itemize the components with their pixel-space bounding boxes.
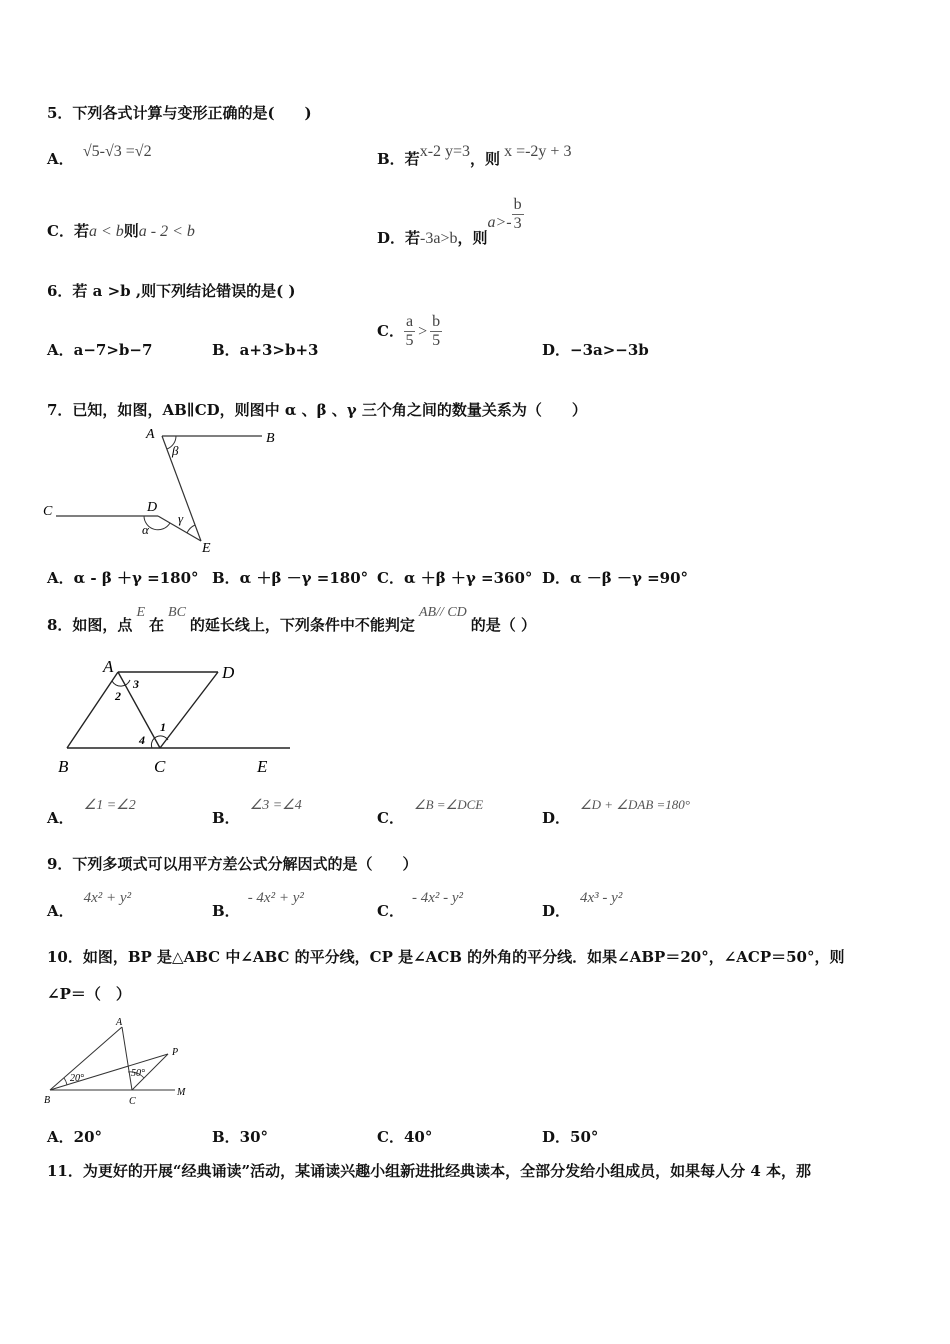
q5-option-d-numerator: b bbox=[513, 196, 522, 213]
q5-option-a-math: √5-√3 =√2 bbox=[82, 143, 152, 160]
q7-figure bbox=[40, 424, 290, 556]
q5-option-b-math2: x =-2y + 3 bbox=[504, 143, 572, 160]
q8-label-2: 2 bbox=[115, 689, 121, 703]
q8-line-cd bbox=[160, 672, 218, 748]
q7-label-gamma: γ bbox=[178, 511, 184, 526]
q8-line-ab bbox=[67, 672, 118, 748]
q9-stem-text: 9．下列多项式可以用平方差公式分解因式的是（ ） bbox=[47, 855, 418, 873]
q8-math-abcd: AB// CD bbox=[418, 605, 467, 620]
q7-stem bbox=[47, 399, 587, 420]
q7-label-b: B bbox=[266, 431, 275, 446]
q10-line-ba bbox=[50, 1027, 122, 1090]
q6-option-d[interactable]: D．−3a>−3b bbox=[542, 341, 649, 359]
q9-option-a-math: 4x² + y² bbox=[83, 890, 132, 906]
q5-option-d-math1: -3a>b bbox=[420, 229, 458, 247]
q8-stem-c: 的延长线上，下列条件中不能判定 bbox=[189, 616, 415, 634]
q5-option-d-math2: a>- bbox=[487, 213, 512, 231]
q10-label-b: B bbox=[44, 1095, 51, 1106]
q11-stem: 11．为更好的开展“经典诵读”活动，某诵读兴趣小组新进批经典读本，全部分发给小组成员，如果每人分 4 本，那 bbox=[47, 1162, 812, 1180]
q5-option-b[interactable] bbox=[377, 140, 572, 168]
q8-label-d: D bbox=[222, 663, 235, 682]
q7-stem-text: 7．已知，如图，AB∥CD，则图中 α 、β 、γ 三个角之间的数量关系为（ ） bbox=[47, 401, 587, 419]
q8-option-a-label: A． bbox=[47, 809, 74, 827]
q10-stem-line2: ∠P＝（ ） bbox=[47, 985, 131, 1003]
q7-label-c: C bbox=[43, 504, 53, 519]
q9-option-d-label: D． bbox=[542, 902, 571, 920]
q5-option-c-label: C．若 bbox=[47, 222, 89, 240]
q9-option-c-math: - 4x² - y² bbox=[411, 890, 464, 906]
q5-option-d-denominator: 3 bbox=[513, 215, 522, 232]
q9-option-d-math: 4x³ - y² bbox=[580, 890, 623, 906]
q6-option-c-den1: 5 bbox=[405, 332, 414, 349]
q7-label-alpha: α bbox=[142, 522, 149, 537]
q7-label-a: A bbox=[146, 427, 155, 442]
q6-option-c-fraction-b bbox=[430, 313, 442, 350]
q5-option-b-mid: ，则 bbox=[470, 150, 501, 168]
q8-label-1: 1 bbox=[160, 720, 166, 734]
q8-stem-a: 8．如图，点 bbox=[47, 616, 133, 634]
q8-label-e: E bbox=[257, 757, 268, 776]
q9-option-b-math: - 4x² + y² bbox=[247, 890, 304, 906]
q5-option-c-mid: 则 bbox=[123, 222, 139, 240]
q8-option-c-math: ∠B =∠DCE bbox=[413, 797, 484, 812]
q8-option-d-label: D． bbox=[542, 809, 571, 827]
q8-label-c: C bbox=[154, 757, 166, 776]
q9-option-b-label: B． bbox=[212, 902, 240, 920]
q6-option-c-num2: b bbox=[432, 313, 441, 330]
q5-stem bbox=[47, 102, 312, 123]
q7-option-d[interactable]: D．α －β －γ =90° bbox=[542, 569, 689, 587]
q9-option-a-label: A． bbox=[47, 902, 74, 920]
q10-label-20deg: 20° bbox=[70, 1073, 84, 1084]
q5-option-b-label: B．若 bbox=[377, 150, 420, 168]
q8-option-b-label: B． bbox=[212, 809, 240, 827]
q5-option-d-label: D．若 bbox=[377, 228, 421, 247]
q9-option-b[interactable] bbox=[212, 886, 304, 920]
q7-option-c[interactable]: C．α ＋β ＋γ =360° bbox=[377, 569, 533, 587]
q10-label-c: C bbox=[129, 1096, 136, 1107]
q8-label-4: 4 bbox=[139, 733, 145, 747]
q5-option-d[interactable] bbox=[377, 196, 524, 247]
q10-line-ac bbox=[122, 1027, 132, 1090]
q8-math-e: E bbox=[136, 605, 146, 620]
q9-option-c-label: C． bbox=[377, 902, 404, 920]
q9-option-a[interactable] bbox=[47, 886, 132, 920]
q7-label-e: E bbox=[202, 541, 211, 556]
q10-option-b[interactable]: B．30° bbox=[212, 1128, 269, 1146]
q10-label-50deg: 50° bbox=[131, 1068, 145, 1079]
q6-option-c-op: > bbox=[418, 322, 428, 340]
q6-option-c-den2: 5 bbox=[432, 332, 441, 349]
q10-option-c[interactable]: C．40° bbox=[377, 1128, 433, 1146]
q10-option-a[interactable]: A．20° bbox=[47, 1128, 103, 1146]
q5-option-b-math1: x-2 y=3 bbox=[419, 143, 471, 160]
q5-option-c-math1: a < b bbox=[88, 223, 124, 240]
q9-option-d[interactable] bbox=[542, 886, 623, 920]
q8-math-bc: BC bbox=[168, 605, 186, 620]
q6-option-a[interactable]: A．a−7>b−7 bbox=[47, 341, 153, 359]
q5-option-c-math2: a - 2 < b bbox=[138, 223, 195, 240]
q8-option-d[interactable] bbox=[542, 793, 690, 827]
q10-label-m: M bbox=[177, 1087, 186, 1098]
q8-label-a: A bbox=[103, 657, 114, 676]
q7-label-d: D bbox=[147, 500, 158, 515]
q5-stem-text: 5．下列各式计算与变形正确的是( ) bbox=[47, 104, 312, 122]
q8-arc-a bbox=[112, 680, 130, 686]
q8-stem-d: 的是（ ） bbox=[470, 616, 537, 634]
q6-option-c-label: C． bbox=[377, 321, 404, 340]
q9-stem bbox=[47, 853, 417, 874]
q10-stem-line1: 10．如图，BP 是△ABC 中∠ABC 的平分线，CP 是∠ACB 的外角的平分线．如果∠ABP＝20°，∠ACP＝50°，则 bbox=[47, 948, 845, 966]
q10-figure bbox=[40, 1014, 200, 1108]
q8-option-c[interactable] bbox=[377, 793, 484, 827]
q6-option-c[interactable] bbox=[377, 313, 442, 350]
q5-option-a-label: A． bbox=[47, 150, 74, 168]
q6-option-b[interactable]: B．a+3>b+3 bbox=[212, 341, 319, 359]
q7-label-beta: β bbox=[172, 443, 179, 458]
q10-option-d[interactable]: D．50° bbox=[542, 1128, 599, 1146]
q5-option-c[interactable] bbox=[47, 220, 195, 241]
q5-option-d-mid: ，则 bbox=[457, 228, 488, 247]
q6-option-c-fraction-a bbox=[404, 313, 415, 350]
q8-figure bbox=[50, 656, 300, 780]
q6-stem bbox=[47, 280, 296, 301]
q8-label-b: B bbox=[58, 757, 69, 776]
q5-option-d-fraction bbox=[512, 196, 524, 233]
q8-option-a-math: ∠1 =∠2 bbox=[83, 798, 136, 813]
q6-option-c-num1: a bbox=[405, 313, 414, 330]
q8-option-c-label: C． bbox=[377, 809, 404, 827]
q5-option-a[interactable] bbox=[47, 140, 152, 168]
q10-label-a: A bbox=[116, 1017, 123, 1028]
q8-option-b[interactable] bbox=[212, 793, 302, 827]
q8-option-b-math: ∠3 =∠4 bbox=[249, 798, 302, 813]
q7-arc-gamma bbox=[187, 525, 195, 533]
q8-option-d-math: ∠D + ∠DAB =180° bbox=[580, 797, 690, 812]
q10-label-p: P bbox=[172, 1047, 179, 1058]
q6-stem-text: 6．若 a >b ,则下列结论错误的是( ) bbox=[47, 282, 296, 300]
q7-option-a[interactable]: A．α - β ＋γ =180° bbox=[47, 569, 199, 587]
q8-option-a[interactable] bbox=[47, 793, 136, 827]
q8-stem bbox=[47, 600, 537, 634]
q8-stem-b: 在 bbox=[149, 616, 165, 634]
q7-option-b[interactable]: B．α ＋β －γ =180° bbox=[212, 569, 369, 587]
q8-label-3: 3 bbox=[133, 677, 139, 691]
q10-arc-b bbox=[64, 1078, 67, 1085]
q9-option-c[interactable] bbox=[377, 886, 464, 920]
